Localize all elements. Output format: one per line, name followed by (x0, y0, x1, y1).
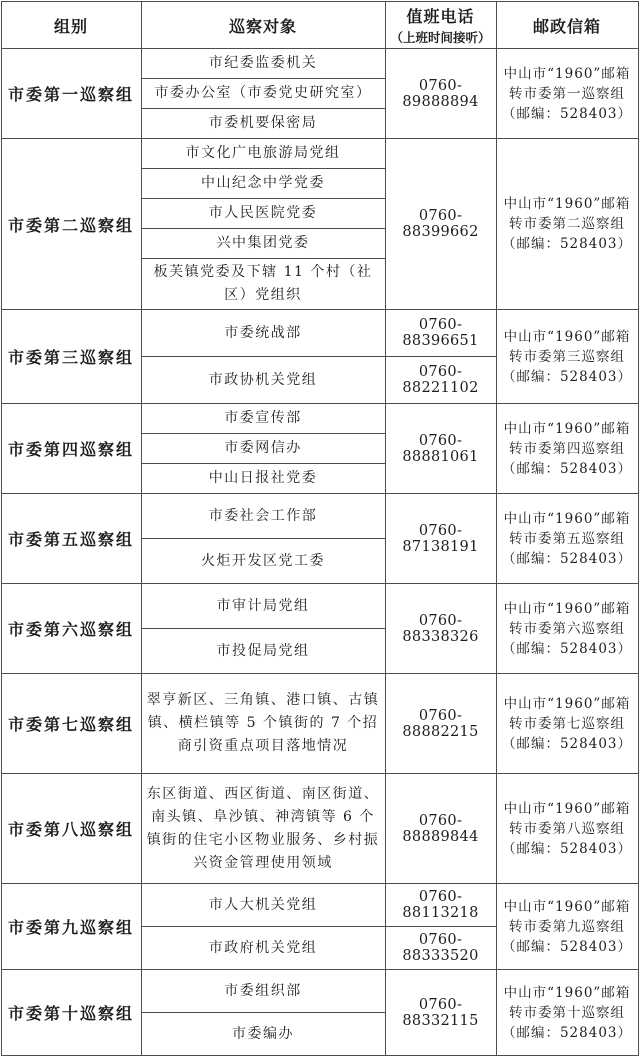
table-row (1, 404, 638, 434)
target-cell: 市文化广电旅游局党组 (141, 139, 385, 169)
table-row (1, 310, 638, 357)
phone-cell: 0760-88889844 (385, 774, 496, 884)
mailbox-cell: 中山市“1960”邮箱转市委第五巡察组（邮编：528403） (496, 494, 638, 584)
phone-cell: 0760-87138191 (385, 494, 496, 584)
mailbox-cell: 中山市“1960”邮箱转市委第十巡察组（邮编：528403） (496, 970, 638, 1056)
group-cell: 市委第五巡察组 (1, 494, 141, 584)
header-targets: 巡察对象 (141, 2, 385, 49)
group-cell: 市委第十巡察组 (1, 970, 141, 1056)
mailbox-cell: 中山市“1960”邮箱转市委第三巡察组（邮编：528403） (496, 310, 638, 404)
phone-cell: 0760-88399662 (385, 139, 496, 310)
table-row (1, 49, 638, 79)
header-phone (385, 2, 496, 49)
target-cell: 市委机要保密局 (141, 109, 385, 139)
table-row (1, 674, 638, 774)
target-cell: 兴中集团党委 (141, 229, 385, 259)
target-cell: 市政府机关党组 (141, 927, 385, 970)
target-cell: 市委办公室（市委党史研究室） (141, 79, 385, 109)
inspection-groups-table (1, 1, 639, 1056)
header-group: 组别 (1, 2, 141, 49)
target-cell: 市委宣传部 (141, 404, 385, 434)
table-row (1, 584, 638, 629)
target-cell: 市政协机关党组 (141, 357, 385, 404)
group-cell: 市委第一巡察组 (1, 49, 141, 139)
header-row (1, 2, 638, 49)
table-row (1, 774, 638, 884)
target-cell: 市人大机关党组 (141, 884, 385, 927)
mailbox-cell: 中山市“1960”邮箱转市委第四巡察组（邮编：528403） (496, 404, 638, 494)
group-cell: 市委第六巡察组 (1, 584, 141, 674)
target-cell: 火炬开发区党工委 (141, 539, 385, 584)
mailbox-cell: 中山市“1960”邮箱转市委第九巡察组（邮编：528403） (496, 884, 638, 970)
group-cell: 市委第八巡察组 (1, 774, 141, 884)
target-cell: 市委社会工作部 (141, 494, 385, 539)
mailbox-cell: 中山市“1960”邮箱转市委第八巡察组（邮编：528403） (496, 774, 638, 884)
group-cell: 市委第四巡察组 (1, 404, 141, 494)
group-cell: 市委第七巡察组 (1, 674, 141, 774)
target-cell: 市纪委监委机关 (141, 49, 385, 79)
group-cell: 市委第二巡察组 (1, 139, 141, 310)
header-phone-title: 值班电话 (406, 9, 475, 26)
target-cell: 市委网信办 (141, 434, 385, 464)
mailbox-cell: 中山市“1960”邮箱转市委第二巡察组（邮编：528403） (496, 139, 638, 310)
target-cell: 市委组织部 (141, 970, 385, 1013)
group-cell: 市委第九巡察组 (1, 884, 141, 970)
phone-cell: 0760-88113218 (385, 884, 496, 927)
target-cell: 市委编办 (141, 1013, 385, 1056)
target-cell: 中山日报社党委 (141, 464, 385, 494)
phone-cell: 0760-88332115 (385, 970, 496, 1056)
phone-cell: 0760-88396651 (385, 310, 496, 357)
phone-cell: 0760-88882215 (385, 674, 496, 774)
table-row (1, 970, 638, 1013)
target-cell: 翠亨新区、三角镇、港口镇、古镇镇、横栏镇等 5 个镇街的 7 个招商引资重点项目落地情况 (141, 674, 385, 774)
target-cell: 板芙镇党委及下辖 11 个村（社区）党组织 (141, 259, 385, 310)
target-cell: 市委统战部 (141, 310, 385, 357)
target-cell: 市投促局党组 (141, 629, 385, 674)
group-cell: 市委第三巡察组 (1, 310, 141, 404)
target-cell: 东区街道、西区街道、南区街道、南头镇、阜沙镇、神湾镇等 6 个镇街的住宅小区物业服务、乡村振兴资金管理使用领域 (141, 774, 385, 884)
header-phone-subtitle: （上班时间接听） (390, 31, 491, 45)
phone-cell: 0760-88881061 (385, 404, 496, 494)
mailbox-cell: 中山市“1960”邮箱转市委第六巡察组（邮编：528403） (496, 584, 638, 674)
phone-cell: 0760-89888894 (385, 49, 496, 139)
table-row (1, 139, 638, 169)
target-cell: 市人民医院党委 (141, 199, 385, 229)
target-cell: 中山纪念中学党委 (141, 169, 385, 199)
table-row (1, 494, 638, 539)
table-row (1, 884, 638, 927)
target-cell: 市审计局党组 (141, 584, 385, 629)
header-mailbox: 邮政信箱 (496, 2, 638, 49)
phone-cell: 0760-88333520 (385, 927, 496, 970)
phone-cell: 0760-88221102 (385, 357, 496, 404)
mailbox-cell: 中山市“1960”邮箱转市委第七巡察组（邮编：528403） (496, 674, 638, 774)
phone-cell: 0760-88338326 (385, 584, 496, 674)
mailbox-cell: 中山市“1960”邮箱转市委第一巡察组（邮编：528403） (496, 49, 638, 139)
